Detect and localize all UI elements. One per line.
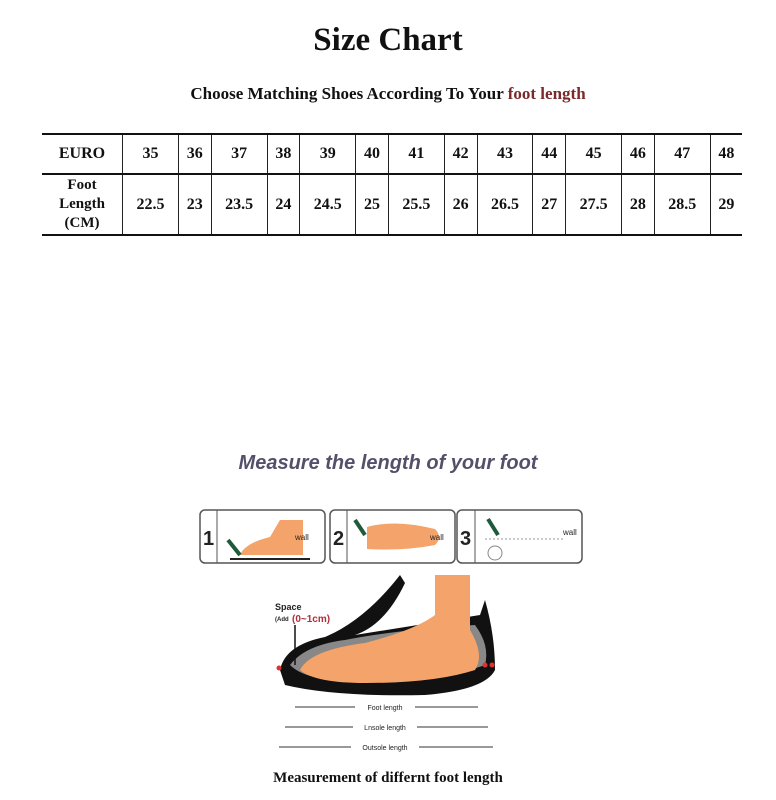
euro-size-cell: 40 [356, 134, 389, 174]
foot-length-cell: 25.5 [388, 174, 444, 235]
foot-length-cell: 27.5 [566, 174, 622, 235]
shoe-diagram [275, 575, 495, 753]
label-line: Length [59, 196, 105, 212]
outsole-length-label: Outsole length [362, 745, 408, 752]
euro-size-cell: 44 [533, 134, 566, 174]
euro-size-cell: 39 [300, 134, 356, 174]
foot-length-cell: 26.5 [477, 174, 533, 235]
foot-length-row [42, 174, 742, 235]
label-line: Foot [67, 177, 97, 193]
euro-label: EURO [42, 134, 123, 174]
euro-size-cell: 38 [267, 134, 300, 174]
wall-label: wall [563, 528, 577, 537]
foot-length-label: Foot length [367, 705, 403, 712]
size-table [42, 133, 742, 236]
foot-length-cell: 22.5 [123, 174, 179, 235]
wall-label: wall [430, 533, 444, 542]
euro-size-cell: 37 [211, 134, 267, 174]
foot-measurement-illustration [195, 505, 585, 755]
euro-size-cell: 47 [654, 134, 710, 174]
step-1-number: 1 [203, 528, 215, 550]
measure-title: Measure the length of your foot [238, 452, 538, 474]
subtitle [0, 84, 776, 104]
foot-length-cell: 23.5 [211, 174, 267, 235]
insole-length-label: Lnsole length [364, 725, 406, 732]
add-value: (0~1cm) [292, 614, 331, 625]
page-title: Size Chart [313, 22, 463, 58]
euro-size-cell: 43 [477, 134, 533, 174]
subtitle-highlight: foot length [507, 84, 586, 103]
foot-length-cell: 27 [533, 174, 566, 235]
foot-length-cell: 28.5 [654, 174, 710, 235]
foot-length-cell: 25 [356, 174, 389, 235]
foot-length-cell: 24.5 [300, 174, 356, 235]
caption: Measurement of differnt foot length [273, 770, 503, 786]
euro-size-cell: 45 [566, 134, 622, 174]
euro-size-cell: 41 [388, 134, 444, 174]
wall-label: wall [295, 533, 309, 542]
euro-size-cell: 48 [710, 134, 742, 174]
euro-size-cell: 36 [178, 134, 211, 174]
step-2-number: 2 [333, 528, 345, 550]
step-3-number: 3 [460, 528, 472, 550]
foot-length-cell: 26 [444, 174, 477, 235]
euro-row [42, 134, 742, 174]
foot-length-label [42, 174, 123, 235]
euro-size-cell: 35 [123, 134, 179, 174]
space-label: Space [275, 602, 302, 612]
add-label: (Add [275, 617, 289, 623]
subtitle-text: Choose Matching Shoes According To Your [190, 84, 508, 103]
foot-length-cell: 28 [622, 174, 655, 235]
euro-size-cell: 42 [444, 134, 477, 174]
euro-size-cell: 46 [622, 134, 655, 174]
foot-length-cell: 24 [267, 174, 300, 235]
foot-length-cell: 23 [178, 174, 211, 235]
step-panels [200, 510, 582, 563]
foot-length-cell: 29 [710, 174, 742, 235]
label-line: (CM) [64, 215, 100, 231]
